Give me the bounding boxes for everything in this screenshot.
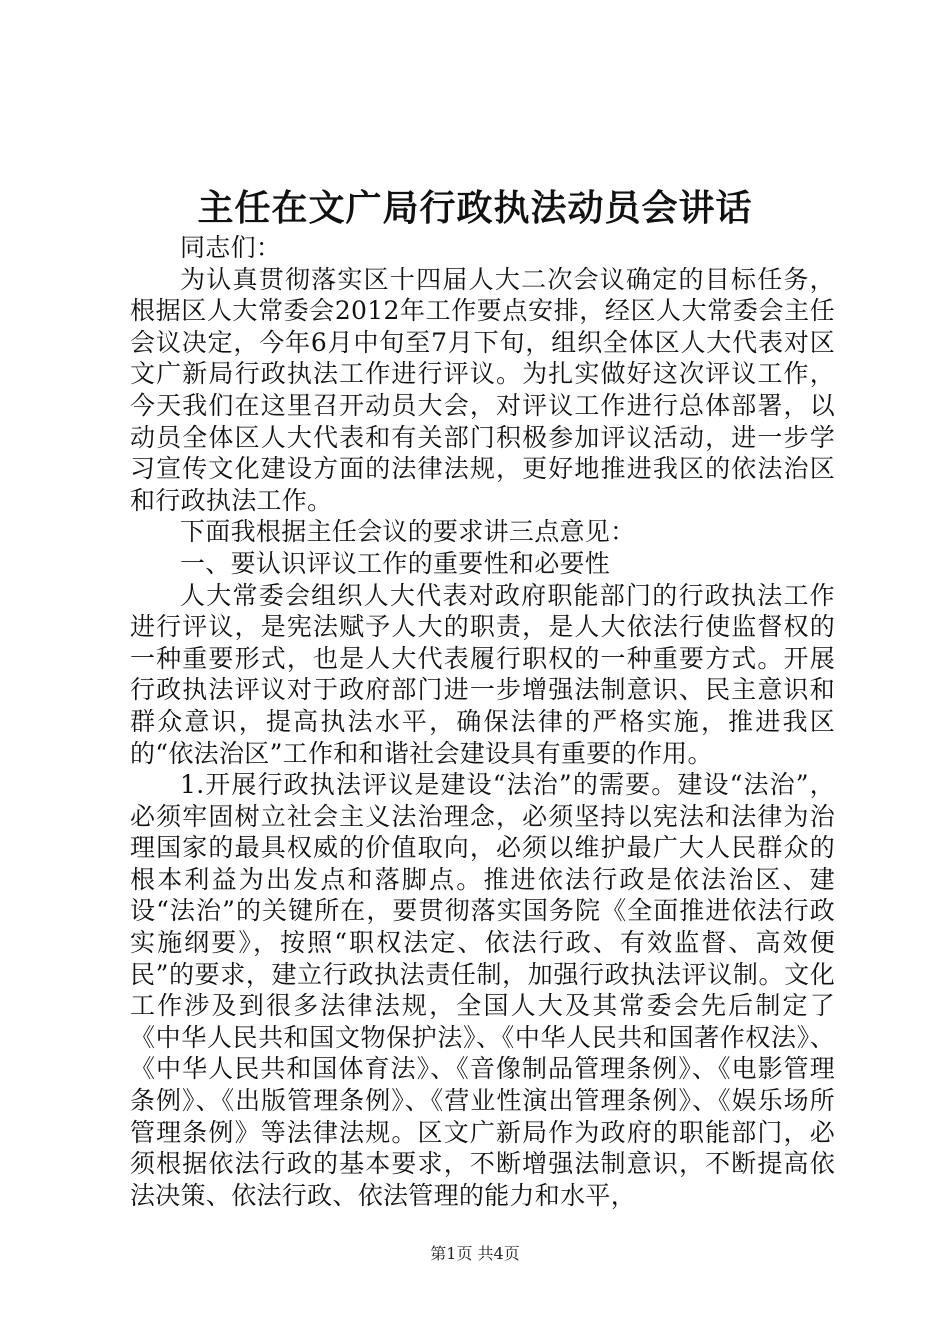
- document-body: [130, 232, 835, 1211]
- outline-paragraph: 下面我根据主任会议的要求讲三点意见：: [180, 517, 636, 547]
- intro-paragraph: 为认真贯彻落实区十四届人大二次会议确定的目标任务，根据区人大常委会2012年工作要点安排，经区人大常委会主任会议决定，今年6月中旬至7月下旬，组织全体区人大代表对区文广新局行政执法工作进行评议。为扎实做好这次评议工作，今天我们在这里召开动员大会，对评议工作进行总体部署，以动员全体区人大代表和有关部门积极参加评议活动，进一步学习宣传文化建设方面的法律法规，更好地推进我区的依法治区和行政执法工作。: [130, 264, 835, 515]
- page-footer: 第1页 共4页: [430, 1244, 520, 1263]
- point-one-paragraph: 1.开展行政执法评议是建设“法治”的需要。建设“法治”，必须牢固树立社会主义法治理念，必须坚持以宪法和法律为治理国家的最具权威的价值取向，必须以维护最广大人民群众的根本利益为出发点和落脚点。推进依法行政是依法治区、建设“法治”的关键所在，要贯彻落实国务院《全面推进依法行政实施纲要》，按照“职权法定、依法行政、有效监督、高效便民”的要求，建立行政执法责任制，加强行政执法评议制。文化工作涉及到很多法律法规，全国人大及其常委会先后制定了《中华人民共和国文物保护法》、《中华人民共和国著作权法》、《中华人民共和国体育法》、《音像制品管理条例》、《电影管理条例》、《出版管理条例》、《营业性演出管理条例》、《娱乐场所管理条例》等法律法规。区文广新局作为政府的职能部门，必须根据依法行政的基本要求，不断增强法制意识，不断提高依法决策、依法行政、依法管理的能力和水平，: [130, 770, 835, 1210]
- salutation-paragraph: 同志们：: [180, 233, 282, 262]
- section-heading: 一、要认识评议工作的重要性和必要性: [180, 548, 611, 578]
- document-title: 主任在文广局行政执法动员会讲话: [197, 187, 753, 229]
- section-paragraph: 人大常委会组织人大代表对政府职能部门的行政执法工作进行评议，是宪法赋予人大的职责，是人大依法行使监督权的一种重要形式，也是人大代表履行职权的一种重要方式。开展行政执法评议对于政府部门进一步增强法制意识、民主意识和群众意识，提高执法水平，确保法律的严格实施，推进我区的“依法治区”工作和和谐社会建设具有重要的作用。: [130, 580, 835, 768]
